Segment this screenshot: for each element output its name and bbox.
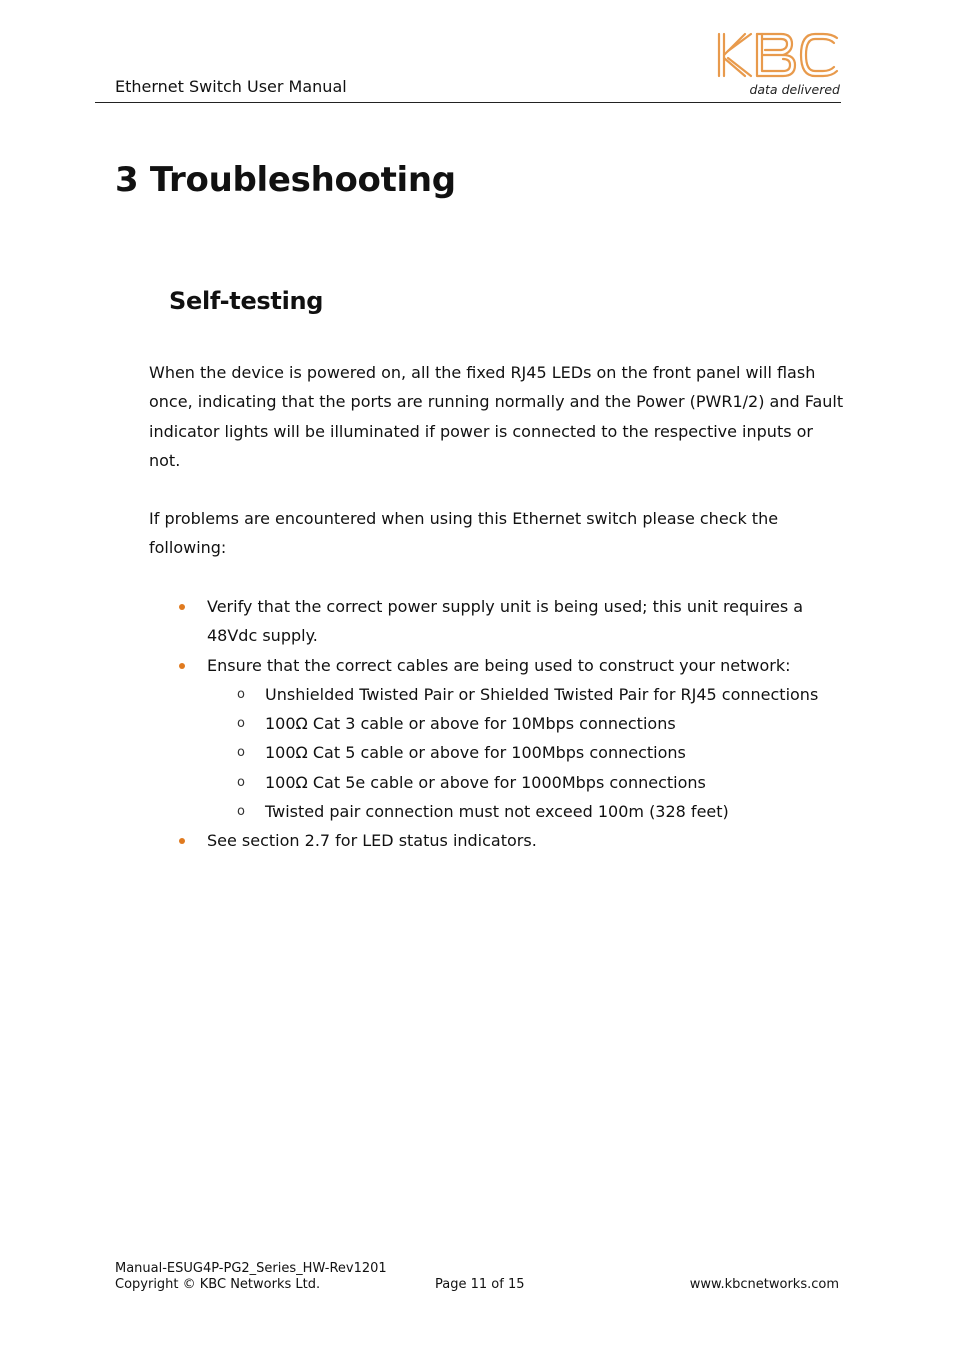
list-item (149, 651, 849, 827)
website-link[interactable]: www.kbcnetworks.com (689, 1277, 839, 1292)
header-title: Ethernet Switch User Manual (115, 77, 347, 96)
list-item-text: Verify that the correct power supply unit is being used; this unit requires a 48Vdc supply. (207, 597, 804, 646)
kbc-logo (715, 30, 841, 100)
checklist-intro-paragraph: If problems are encountered when using this Ethernet switch please check the following: (149, 509, 779, 558)
circle-bullet-icon: o (237, 804, 245, 820)
section-heading: Self-testing (169, 287, 324, 315)
intro-paragraph: When the device is powered on, all the fixed RJ45 LEDs on the front panel will flash once, indicating that the ports are running normally and the Power (PWR1/2) and Fault indicator lights will be illuminated if power is connected to the respective inputs or not. (149, 363, 844, 470)
circle-bullet-icon: o (237, 686, 245, 702)
sub-list-item (207, 738, 849, 767)
list-item-text: Ensure that the correct cables are being used to construct your network: (207, 655, 791, 675)
sub-list-item-text: Unshielded Twisted Pair or Shielded Twisted Pair for RJ45 connections (265, 684, 819, 704)
sub-list-item-text: 100Ω Cat 5e cable or above for 1000Mbps connections (265, 772, 706, 792)
sub-list-item (207, 797, 849, 826)
list-item (149, 592, 849, 651)
troubleshooting-checklist (149, 592, 849, 856)
logo-tagline: data delivered (749, 82, 840, 97)
sub-list-item-text: 100Ω Cat 3 cable or above for 10Mbps connections (265, 714, 676, 734)
bullet-icon (179, 838, 185, 844)
circle-bullet-icon: o (237, 774, 245, 790)
sub-list-item-text: Twisted pair connection must not exceed 100m (328 feet) (265, 802, 729, 822)
bullet-icon (179, 663, 185, 669)
sub-list-item (207, 709, 849, 738)
cable-requirements-list (207, 680, 849, 826)
list-item (149, 826, 849, 855)
page-number: Page 11 of 15 (435, 1277, 525, 1292)
circle-bullet-icon: o (237, 745, 245, 761)
sub-list-item (207, 768, 849, 797)
bullet-icon (179, 604, 185, 610)
document-id: Manual-ESUG4P-PG2_Series_HW-Rev1201 (115, 1261, 387, 1276)
circle-bullet-icon: o (237, 716, 245, 732)
chapter-heading: 3 Troubleshooting (115, 160, 456, 200)
header-divider (95, 102, 841, 103)
sub-list-item (207, 680, 849, 709)
copyright-notice: Copyright © KBC Networks Ltd. (115, 1277, 321, 1292)
kbc-logo-mark (715, 30, 841, 80)
sub-list-item-text: 100Ω Cat 5 cable or above for 100Mbps connections (265, 743, 686, 763)
list-item-text: See section 2.7 for LED status indicators. (207, 831, 537, 851)
